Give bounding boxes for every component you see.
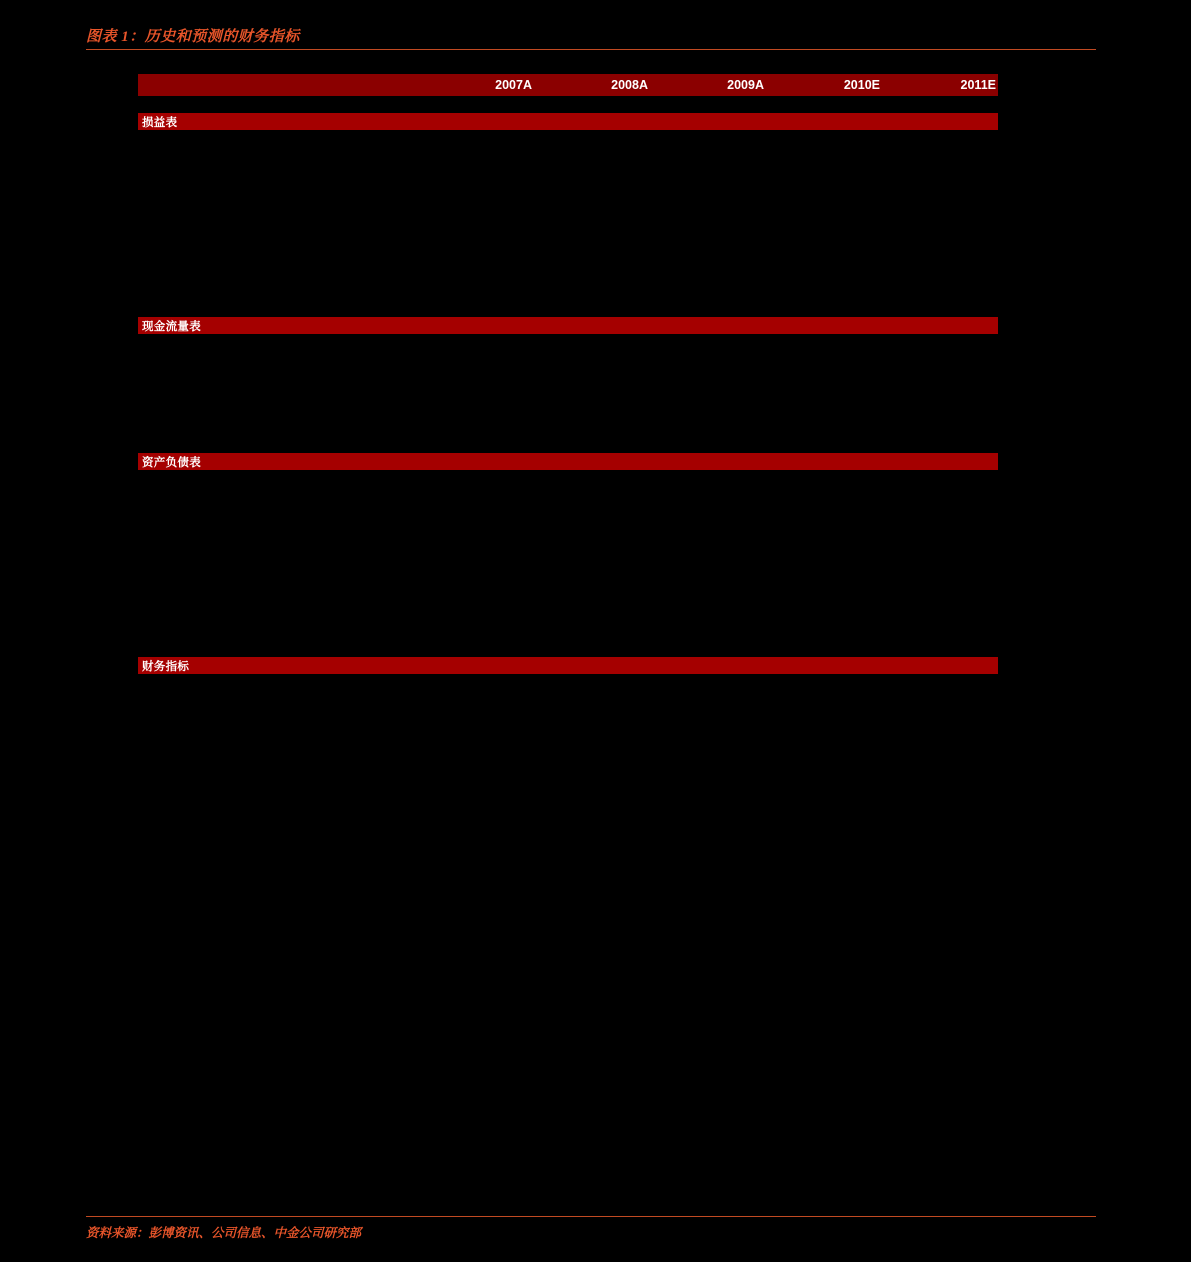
blank-row xyxy=(138,402,998,419)
column-header-2010e: 2010E xyxy=(843,78,880,92)
column-header-2007a: 2007A xyxy=(495,78,532,92)
blank-row xyxy=(138,487,998,504)
blank-row xyxy=(138,334,998,351)
blank-row xyxy=(138,164,998,181)
blank-row xyxy=(138,589,998,606)
blank-row xyxy=(138,419,998,436)
source-note: 资料来源：彭博资讯、公司信息、中金公司研究部 xyxy=(86,1226,362,1240)
blank-row xyxy=(138,538,998,555)
column-header-label xyxy=(138,74,418,96)
blank-row xyxy=(138,623,998,640)
blank-row xyxy=(138,368,998,385)
blank-row xyxy=(138,181,998,198)
blank-row xyxy=(138,147,998,164)
blank-row xyxy=(138,606,998,623)
column-header-2008a: 2008A xyxy=(611,78,648,92)
blank-row xyxy=(138,283,998,300)
blank-row xyxy=(138,555,998,572)
blank-row xyxy=(138,436,998,453)
blank-row xyxy=(138,198,998,215)
blank-row xyxy=(138,249,998,266)
blank-row xyxy=(138,640,998,657)
section-header-balance-sheet xyxy=(138,453,998,470)
blank-row xyxy=(138,521,998,538)
blank-row xyxy=(138,385,998,402)
page-title: 图表 1：历史和预测的财务指标 xyxy=(86,29,300,45)
blank-row xyxy=(138,266,998,283)
title-divider xyxy=(86,49,1096,50)
section-label-financial-ratios: 财务指标 xyxy=(142,660,190,673)
column-header-2011e: 2011E xyxy=(960,78,996,92)
blank-row xyxy=(138,130,998,147)
footer-divider xyxy=(86,1216,1096,1217)
table-body xyxy=(138,96,998,674)
section-label-balance-sheet: 资产负债表 xyxy=(142,456,201,469)
financial-table-container xyxy=(138,74,998,674)
blank-row xyxy=(138,504,998,521)
section-header-income-statement xyxy=(138,113,998,130)
blank-row xyxy=(138,300,998,317)
blank-row xyxy=(138,470,998,487)
section-header-cash-flow xyxy=(138,317,998,334)
blank-row xyxy=(138,572,998,589)
section-header-financial-ratios xyxy=(138,657,998,674)
column-header-2009a: 2009A xyxy=(727,78,764,92)
financial-table xyxy=(138,74,998,674)
blank-row xyxy=(138,351,998,368)
table-header-row xyxy=(138,74,998,96)
blank-row xyxy=(138,215,998,232)
blank-row xyxy=(138,232,998,249)
spacer-row xyxy=(138,96,998,113)
section-label-cash-flow: 现金流量表 xyxy=(142,320,201,333)
section-label-income-statement: 损益表 xyxy=(142,116,178,129)
